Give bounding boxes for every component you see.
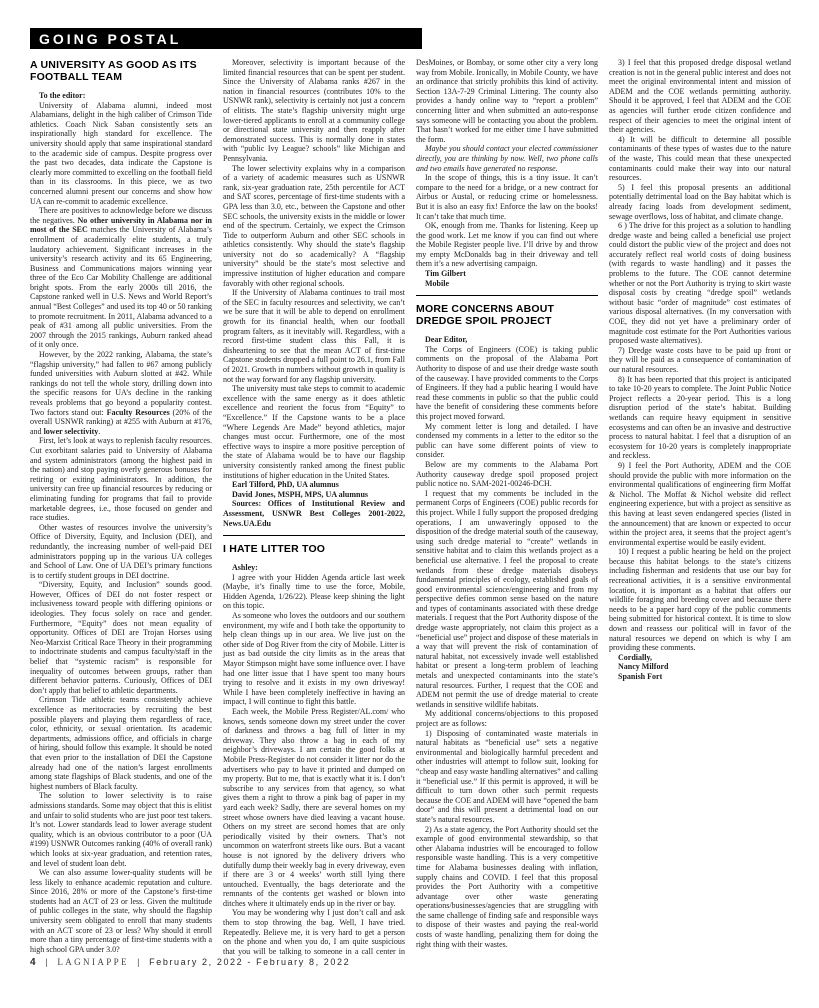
- letter-paragraph: “Diversity, Equity, and Inclusion” sounds good. However, Offices of DEI do not foster respect or inclusiveness toward people with differing opinions or ideologies. They focus solely on race and gender. Furthermore, “Equity” does not mean equality of opportunity. Offices of DEI are Trojan Horses using Neo-Marxist Critical Race Theory in their programming to indoctrinate students and campus faculty/staff in the belief that “systemic racism” is responsible for inequality of outcomes between groups, rather than different behavior patterns. Curiously, Offices of DEI don’t apply that belief to athletic departments.: [30, 580, 212, 695]
- letter-paragraph: You may be wondering why I just don’t call and ask them to stop throwing the bag. Well, I have tried. Repeatedly. Believe me, it is very hard to get a person on the phone and when you do, I am quite suspicious that you will be talking to someone in a call center in DesMoines, or Bombay, or some other city a very long way from Mobile. Ironically, in Mobile County, we have an ordinance that strictly prohibits this kind of activity. Section 13A-7-29 Criminal Littering. The county also provides a handy online way to “report a problem” concerning litter and when submitted an auto-response says someone will be contacting you about the problem. That hasn’t worked for me either time I have submitted the form.: [223, 58, 598, 956]
- letter-paragraph: 6 ) The drive for this project as a solution to handling dredge waste and being called a beneficial use project could distort the public view of the project and does not accurately reflect real world costs of doing business (with regards to waste handling) and it passes the problems to the future. The COE cannot determine whether or not the Port Authority is trying to skirt waste disposal costs by creating “dredge spoil” wetlands without basic “order of magnitude” cost estimates of various disposal alternatives. (In my conversation with COE, they did not yet have a preliminary order of magnitude cost estimate for the Port Authorities various proposed waste alternatives).: [609, 221, 791, 346]
- letter-paragraph: There are positives to acknowledge before we discuss the negatives. No other university in Alabama nor in most of the SEC matches the University of Alabama’s enrollment of academically elite students, a truly laudatory achievement. Significant increases in the university’s research activity and its 65 Engineering, Business and Communications majors winning year three of the Eco Car Mobility Challenge are additional bright spots. From the early 2000s till 2016, the Capstone ranked well in U.S. News and World Report’s annual “Best Colleges” and used its top 40 or 50 ranking to promote recruitment. In 2011, Alabama advanced to a peak of #31 among all public universities. From the 2007 through the 2015 rankings, Auburn ranked ahead of it only once.: [30, 206, 212, 350]
- letter-paragraph: I agree with your Hidden Agenda article last week (Maybe, it’s finally time to use the force, Mobile, Hidden Agenda, 1/26/22). Please keep shining the light on this topic.: [223, 572, 405, 611]
- letter-paragraph: Below are my comments to the Alabama Port Authority causeway dredge spoil proposed project public notice no. SAM-2021-00246-DCH.: [416, 459, 598, 489]
- publication-name: LAGNIAPPE: [57, 957, 129, 967]
- letter-paragraph: OK, enough from me. Thanks for listening. Keep up the good work. Let me know if you can find out where the Mobile Register people live. I’ll drive by and throw my empty McDonalds bag in their driveway and tell them it’s a new advertising campaign.: [416, 221, 598, 269]
- footer-separator: |: [137, 957, 142, 967]
- letter-paragraph: The university must take steps to commit to academic excellence with the same energy as it does athletic excellence and reorient the focus from “Equity” to “Excellence.” If the Capstone wants to be a place “Where Legends Are Made” beyond athletics, major changes must occur. Furthermore, one of the most effective ways to inspire a more positive perception of the state of Alabama would be to have our flagship university consistently ranked among the finest public institutions of higher education in the United States.: [223, 384, 405, 480]
- letter-paragraph: Maybe you should contact your elected commissioner directly, you are thinking by now. Well, two phone calls and two emails have generated no response.: [416, 144, 598, 173]
- letter-paragraph: As someone who loves the outdoors and our southern environment, my wife and I both take the opportunity to help clean things up in our area. We live just on the other side of Dog River from the city of Mobile. Litter is just as bad outside the city limits as in the areas that Mayor Stimpson might have some influence over. I have had one litter issue that I have spent too many hours trying to resolve and it exists in my own driveway! While I have been completely ineffective in having an impact, I will continue to fight this battle.: [223, 611, 405, 707]
- letter-headline: I HATE LITTER TOO: [223, 543, 326, 556]
- letter-salutation: Ashley:: [232, 563, 258, 573]
- letter-paragraph: 1) Disposing of contaminated waste materials in natural habitats as “beneficial use” sets a negative environmental and biologically harmful precedent and other industries will attempt to follow suit, looking for “cheap and easy waste handling alternatives” and calling it “beneficial use.” If this permit is approved, it will be difficult to turn down other such permit requests because the COE and ADEM will have “opened the barn door” and this will present a detrimental load on our state’s natural resources.: [416, 728, 598, 824]
- letter-paragraph: The Corps of Engineers (COE) is taking public comments on the proposal of the Alabama Port Authority to dispose of and use their dredge waste south of the causeway. I have provided comments to the Corps of Engineers. If they had a public hearing I would have read these comments in public so that the public could have the benefit of considering these comments before this project moved forward.: [416, 344, 598, 421]
- letter-divider: [223, 535, 405, 536]
- letter-signature-line: Nancy Milford: [618, 662, 669, 672]
- letter-paragraph: 8) It has been reported that this project is anticipated to take 10-20 years to complete. The Joint Public Notice Project reflects a 20-year period. This is a long disruption period of the state’s habitat. Building wetlands can require heavy equipment in sensitive ecosystems and can often be an invasive and destructive process to natural habitat. I feel that a disruption of an ecosystem for 10-20 years is completely inappropriate and reckless.: [609, 374, 791, 461]
- letter-paragraph: I request that my comments be included in the permanent Corps of Engineers (COE) public records for this project. While I fully support the proposed dredging operations, I am unwaveringly opposed to the disposition of the dredge material south of the causeway, using such dredge material to “create” wetlands in sensitive habitat and to claim this wetlands project as a beneficial use alternative. I feel the proposal to create wetlands from these dredge materials disobeys fundamental principles of ecology, established goals of good environmental science/engineering and from my perspective defies common sense based on the nature and types of contaminants associated with these dredge materials. I request that the Port Authority dispose of the dredge waste appropriately, not claim this project as a “beneficial use” project and dispose of these materials in a way that will prevent the risk of contamination of natural habitat, not excessively invade well established habitat or present a long-term problem of leaching metals and unexpected contaminants into the state’s natural resources. Further, I request that the COE and ADEM not permit the use of dredge material to create wetlands in sensitive wildlife habitats.: [416, 488, 598, 709]
- letter-paragraph: Crimson Tide athletic teams consistently achieve excellence as meritocracies by recruiting the best possible players and playing them regardless of race, color, ethnicity, or sexual orientation. Its academic departments, admissions office, and officials in charge of hiring, should follow this example. It should be noted that even prior to the installation of DEI the Capstone already had one of the nation’s largest enrollments among state flagships of Black students, and one of the highest numbers of Black faculty.: [30, 695, 212, 791]
- letter-signature-line: Sources: Offices of Institutional Review and Assessment, USNWR Best Colleges 2001-2022, News.UA.Edu: [223, 499, 405, 528]
- letter-paragraph: The lower selectivity explains why in a comparison of a variety of academic measures such as USNWR rank, six-year graduation rate, 25th percentile for ACT and SAT scores, percentage of first-time students with a GPA less than 3.0, etc., between the Capstone and other SEC schools, the university exists in the middle or lower end of the spectrum. Certainly, we expect the Crimson Tide to outperform Auburn and other SEC schools in athletics consistently. Why should the state’s flagship university not do so academically? A “flagship university” should be the state’s most selective and impressive institution of higher education and compare favorably with other regional schools.: [223, 163, 405, 288]
- letter-paragraph: 9) I feel the Port Authority, ADEM and the COE should provide the public with more information on the environmental qualifications of engineering firm Moffat & Nichol. The Moffat & Nichol website did reflect engineering experience, but with a project as sensitive as this having at least seven endangered species (listed in the announcement) that are known or expected to occur within the project area, it seems that the project agent’s environmental expertise would be easily evident.: [609, 460, 791, 547]
- letter-signature-line: Mobile: [425, 278, 449, 288]
- footer-separator: |: [45, 957, 50, 967]
- letter-headline: MORE CONCERNS ABOUT DREDGE SPOIL PROJECT: [416, 303, 555, 328]
- letter-paragraph: Each week, the Mobile Press Register/AL.com/ who knows, sends someone down my street under the cover of darkness and throws a bag full of litter in my driveway. They also throw a bag in each of my neighbor’s driveways. I am certain the good folks at Mobile Press-Register do not consider it litter nor do the advertisers who pay to have it printed and dumped on my property. But to me, that is exactly what it is. I don’t subscribe to any services from that agency, so what gives them a right to throw a pink bag of paper in my yard each week? Sadly, there are several homes on my street whose owners have died leaving a vacant house. Others on my street are second homes that are only periodically visited by their owners. That’s not uncommon on waterfront streets like ours. But a vacant house is not ignored by the delivery drivers who dutifully dump their weekly bag in every driveway, even if there are 3 or 4 weeks’ worth still lying there untouched. Eventually, the bags deteriorate and the remnants of the contents get washed or blown into ditches where it ultimately ends up in the river or bay.: [223, 707, 405, 908]
- letter-paragraph: The solution to lower selectivity is to raise admissions standards. Some may object that this is elitist and unfair to solid students who are just poor test takers. It’s not. Lower standards lead to lower average student quality, which is an obvious contributor to a poor (UA #199) USNWR Outcomes ranking (40% of overall rank) which looks at six-year graduation, and retention rates, and level of student loan debt.: [30, 791, 212, 868]
- letter-paragraph: Moreover, selectivity is important because of the limited financial resources that can be spent per student. Since the University of Alabama ranks #267 in the nation in financial resources (contributes 10% to the USNWR rank), selectivity is certainly not just a concern of elitists. The state’s flagship university might urge lower-tiered applicants to enroll at a community college or directional state university and then reapply after demonstrated success. This is normally done in states with “public Ivy League? schools” like Michigan and Pennsylvania.: [223, 58, 405, 163]
- letter-salutation: To the editor:: [39, 91, 86, 100]
- letter-paragraph: Other wastes of resources involve the university’s Office of Diversity, Equity, and Inclusion (DEI), and redundantly, the increasing number of well-paid DEI administrators popping up in the various UA colleges and School of Law. One of UA DEI’s primary functions is to certify student groups in DEI doctrine.: [30, 522, 212, 580]
- section-header-banner: [30, 28, 422, 49]
- letter-paragraph: First, let’s look at ways to replenish faculty resources. Cut exorbitant salaries paid to University of Alabama and system administrators (among the highest paid in the nation) and stop paying overly generous bonuses for retiring or exiting administrators. In addition, the university can free up financial resources by reducing or eliminating funding for programs that fail to provide marketable degrees, i.e., those focused on gender and race studies.: [30, 436, 212, 523]
- letter-paragraph: 10) I request a public hearing be held on the project because this habitat belongs to the state’s citizens including fisherman and residents that use our bay for recreational activities, it is a sensitive environmental location, it is important as a habitat that offers our wildlife foraging and breeding cover and because there needs to be a paper hard copy of the public comments being submitted for historical context. It is time to slow down and reassess our political will in favor of the natural resources we depend on which is why I am providing these comments.: [609, 547, 791, 653]
- letter-paragraph: My comment letter is long and detailed. I have condensed my comments in a letter to the editor so the public can have some different points of view to consider.: [416, 421, 598, 460]
- letter-signature-line: Earl Tilford, PhD, UA alumnus: [232, 480, 339, 490]
- letters-flow: [30, 58, 791, 958]
- letter-paragraph: In the scope of things, this is a tiny issue. It can’t compare to the need for a bridge, or a new contract for Airbus or Austal, or reducing crime or homelessness. But it is also an easy fix! Enforce the law on the books! It can’t take that much time.: [416, 173, 598, 221]
- letter-signature-line: Cordially,: [618, 652, 653, 662]
- letter-paragraph: 5) I feel this proposal presents an additional potentially detrimental load on the Bay habitat which is already facing loads from development sediment, sewage overflows, loss of habitat, and climate change.: [609, 182, 791, 221]
- issue-date-range: February 2, 2022 - February 8, 2022: [149, 957, 351, 967]
- letter-paragraph: 2) As a state agency, the Port Authority should set the example of good environmental stewardship, so that other Alabama industries will be encouraged to follow responsible waste handling. This is a very competitive time for Alabama businesses dealing with inflation, supply chains and COVID. I feel that this proposal provides the Port Authority with a competitive advantage over other waste generating operations/businesses/agencies that are struggling with the same challenge of finding safe and responsible ways to dispose of their wastes and paying the real-world costs of waste handling, penalizing them for doing the right thing with their wastes.: [416, 824, 598, 949]
- letter-paragraph: 3) I feel that this proposed dredge disposal wetland creation is not in the general public interest and does not meet the original environmental intent and mission of ADEM and the COE wetlands permitting authority. Should it be approved, I feel that ADEM and the COE as agencies will further erode citizen confidence and respect of their agencies to meet the original intent of their agencies.: [609, 58, 791, 135]
- letter-paragraph: University of Alabama alumni, indeed most Alabamians, delight in the high caliber of Crimson Tide athletics. Coach Nick Saban consistently sets an inspirationally high standard for excellence. The university should apply that same inspirational standard to the academic side of campus. Despite progress over the past two decades, data indicate the Capstone is clearly more committed to excelling on the football field than in its classrooms. In this piece, we as two concerned alumni present our concerns and show how UA can re-commit to academic excellence.: [30, 100, 212, 206]
- letter-signature-line: David Jones, MSPH, MPS, UA alumnus: [232, 489, 369, 499]
- letter-salutation: Dear Editor,: [425, 335, 468, 345]
- letter-paragraph: My additional concerns/objections to this proposed project are as follows:: [416, 709, 598, 728]
- letter-divider: [416, 295, 598, 296]
- page-footer: [30, 957, 350, 968]
- letter-paragraph: 7) Dredge waste costs have to be paid up front or they will be paid as a consequence of contamination of our natural resources.: [609, 345, 791, 374]
- section-header-title: GOING POSTAL: [39, 30, 182, 47]
- page-number: 4: [30, 957, 38, 968]
- letter-paragraph: However, by the 2022 ranking, Alabama, the state’s “flagship university,” had fallen to #67 among publicly funded universities with Auburn slotted at #42. While rankings do not tell the whole story, drilling down into the specific reasons for UA’s decline in the ranking reveals problems that go beyond a popularity contest. Two factors stand out: Faculty Resources (20% of the overall USNWR ranking) at #255 with Auburn at #176, and lower selectivity.: [30, 350, 213, 436]
- letter-paragraph: We can also assume lower-quality students will be less likely to enhance academic reputation and culture. Since 2016, 28% or more of the Capstone’s first-time students had an ACT of 23 or less. Given the multitude of public colleges in the state, why should the flagship university seem obligated to enroll that many students with an ACT score of 23 or less? Why should it enroll more than a tiny percentage of first-time students with a high school GPA under 3.0?: [30, 868, 212, 954]
- letter-paragraph: 4) It will be difficult to determine all possible contaminants of these types of wastes due to the nature of the waste, This could mean that these unexpected contaminants could make their way into our natural resources.: [609, 134, 791, 183]
- letter-paragraph: If the University of Alabama continues to trail most of the SEC in faculty resources and selectivity, we can’t we be sure that it will be able to depend on enrollment growth for its financial health, when our football program falters, as it inevitably will. Regardless, with a record first-time student class this Fall, it is disheartening to see that the mean ACT of first-time Capstone students dropped a full point to 26.1, from Fall of 2021. Growth in numbers without growth in quality is not the way forward for any flagship university.: [223, 288, 405, 384]
- letter-signature-line: Spanish Fort: [618, 672, 663, 681]
- letter-signature-line: Tim Gilbert: [425, 269, 466, 279]
- letter-headline: A UNIVERSITY AS GOOD AS ITS FOOTBALL TEAM: [30, 59, 197, 83]
